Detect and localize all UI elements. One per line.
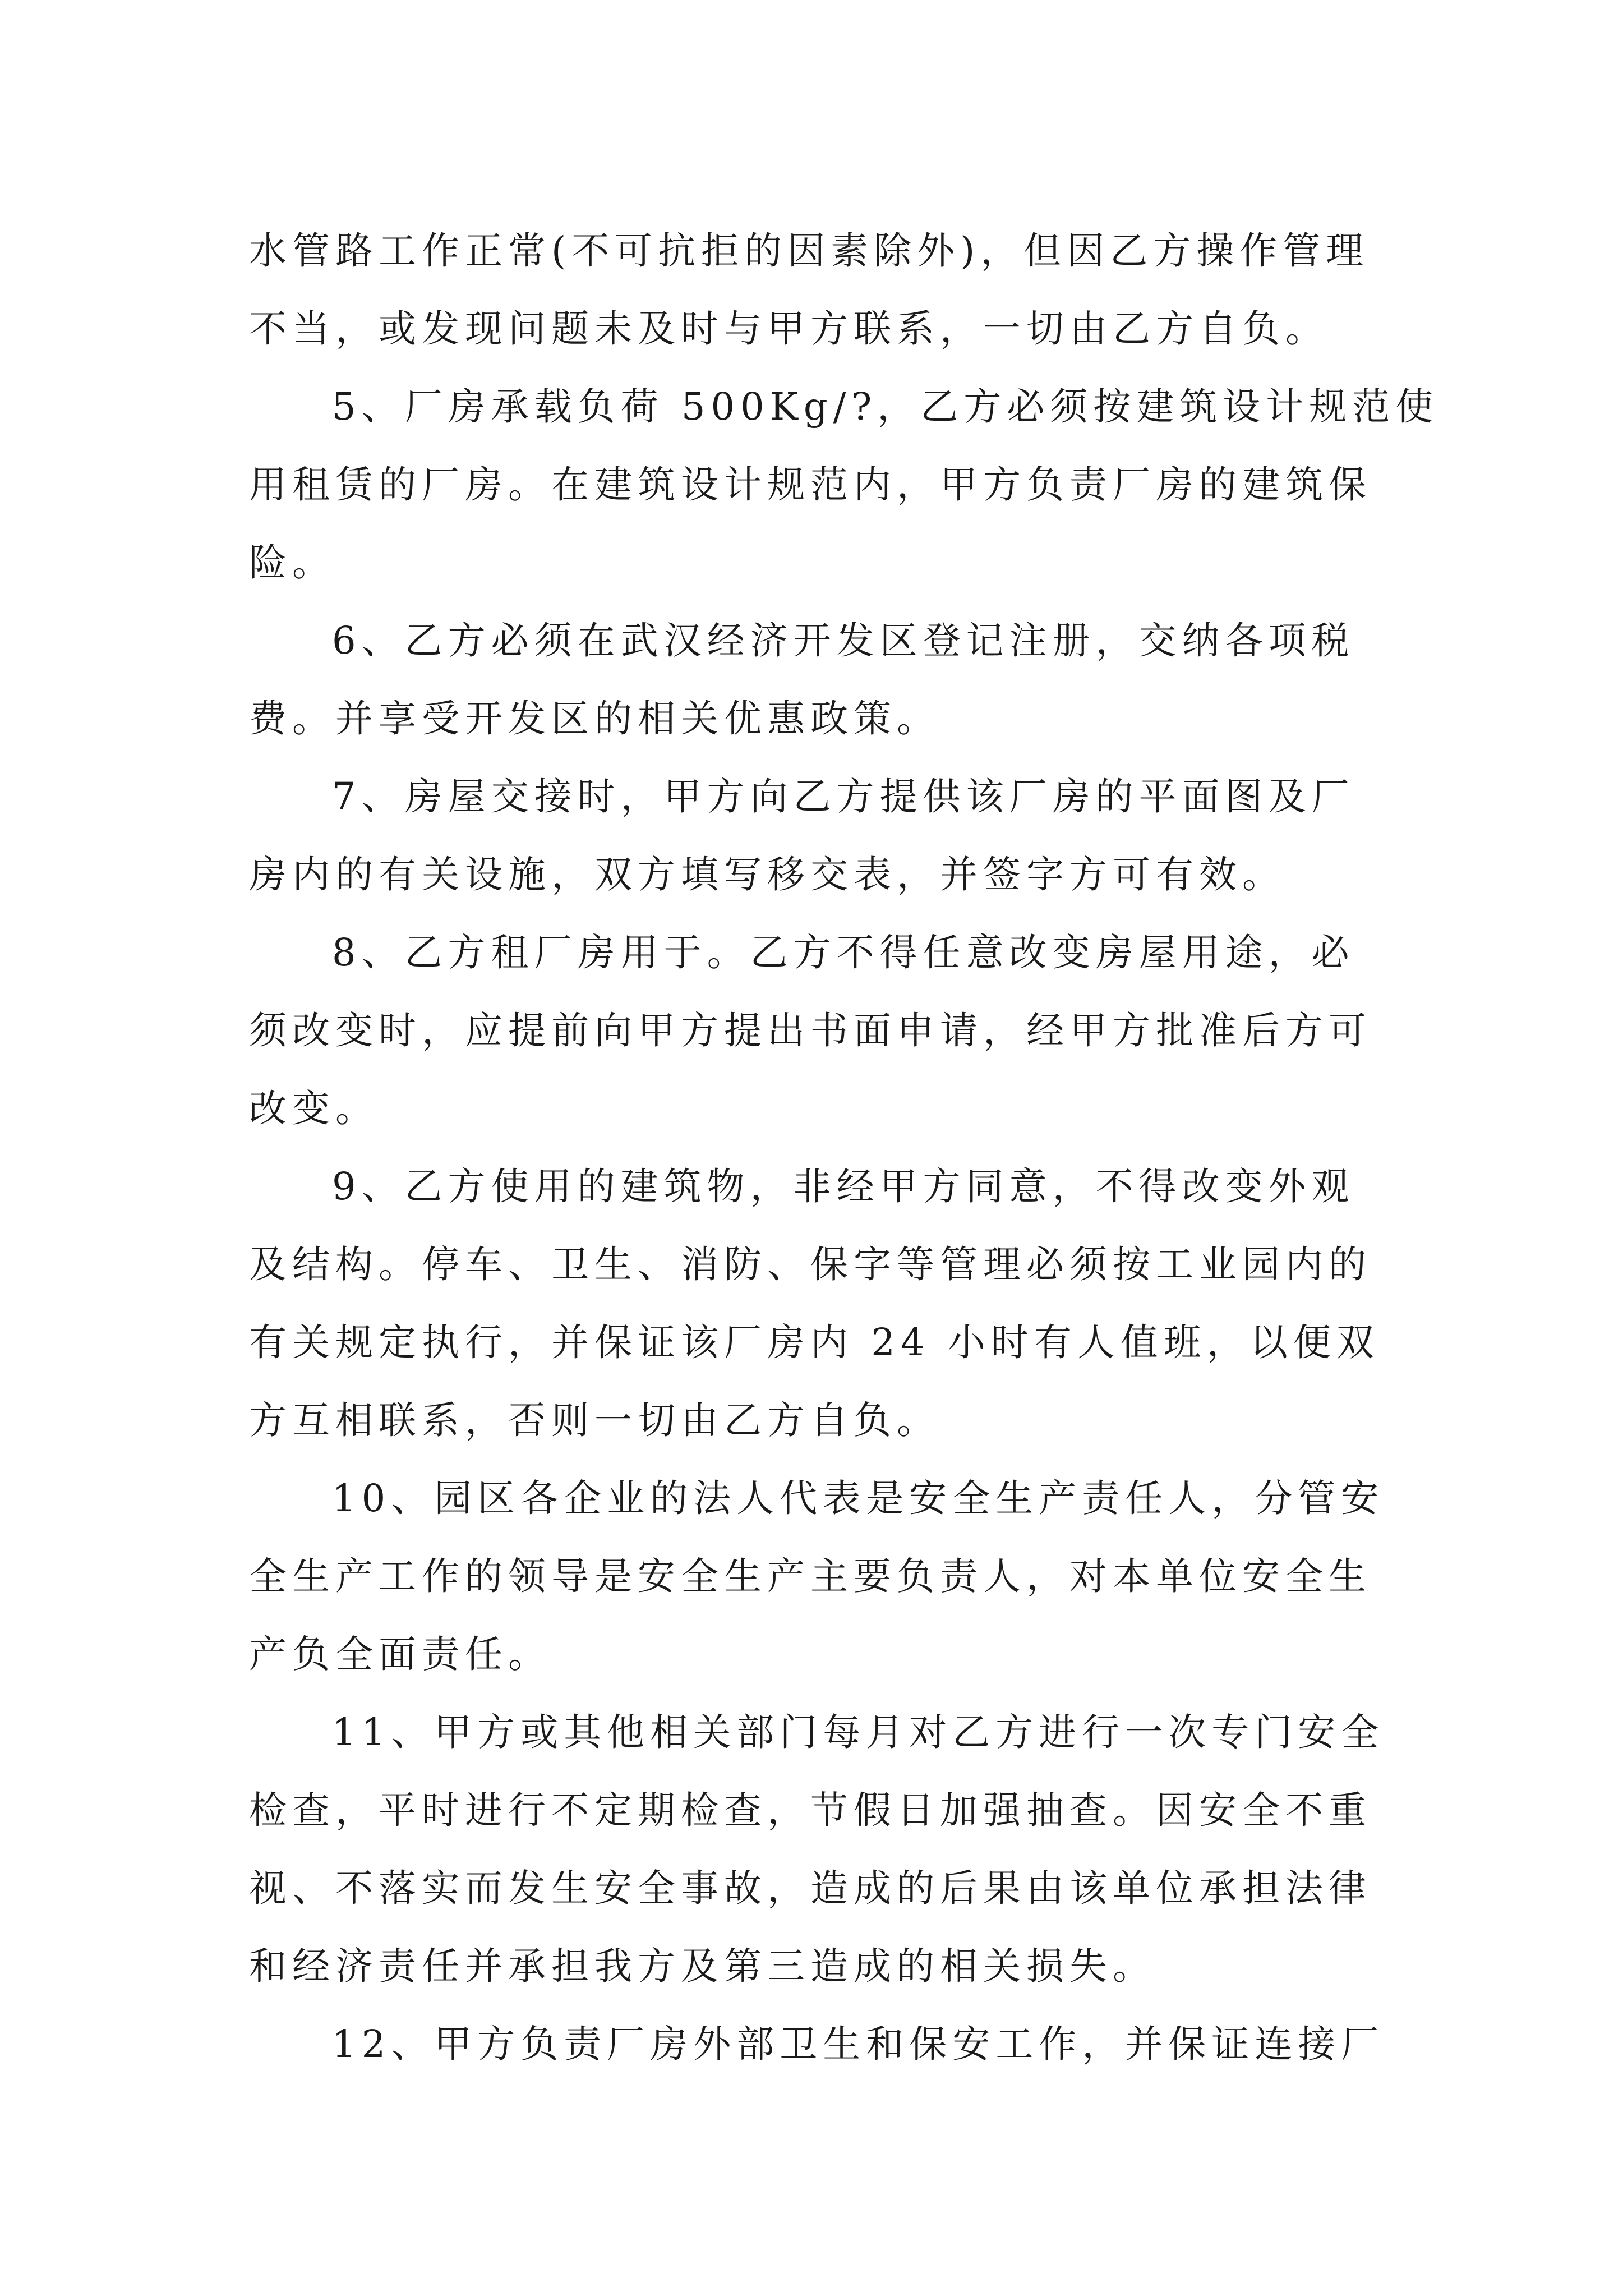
paragraph-clause-12 [249,2005,1385,2083]
paragraph-clause-5 [249,368,1439,602]
text-line: 水管路工作正常(不可抗拒的因素除外)，但因乙方操作管理 [249,229,1370,273]
text-line: 视、不落实而发生安全事故，造成的后果由该单位承担法律 [249,1866,1372,1910]
text-line: 8、乙方租厂房用于。乙方不得任意改变房屋用途，必 [332,931,1355,974]
text-line: 和经济责任并承担我方及第三造成的相关损失。 [249,1944,1156,1988]
document-body [249,212,1439,2083]
text-line: 产负全面责任。 [249,1632,551,1676]
text-line: 有关规定执行，并保证该厂房内 24 小时有人值班，以便双 [249,1320,1380,1364]
text-line: 改变。 [249,1087,379,1130]
paragraph-clause-10 [249,1460,1385,1694]
paragraph-continuation [249,212,1376,368]
paragraph-clause-9 [249,1148,1380,1460]
text-line: 费。并享受开发区的相关优惠政策。 [249,697,940,740]
text-line: 12、甲方负责厂房外部卫生和保安工作，并保证连接厂 [332,2022,1385,2066]
text-line: 用租赁的厂房。在建筑设计规范内，甲方负责厂房的建筑保 [249,463,1372,507]
paragraph-clause-7 [249,758,1376,914]
text-line: 5、厂房承载负荷 500Kg/?，乙方必须按建筑设计规范使 [332,385,1439,429]
text-line: 检查，平时进行不定期检查，节假日加强抽查。因安全不重 [249,1788,1372,1832]
paragraph-clause-6 [249,602,1376,758]
paragraph-clause-8 [249,914,1376,1148]
text-line: 须改变时，应提前向甲方提出书面申请，经甲方批准后方可 [249,1009,1372,1052]
paragraph-clause-11 [249,1694,1385,2005]
text-line: 9、乙方使用的建筑物，非经甲方同意，不得改变外观 [332,1165,1355,1208]
text-line: 11、甲方或其他相关部门每月对乙方进行一次专门安全 [332,1710,1385,1754]
text-line: 7、房屋交接时，甲方向乙方提供该厂房的平面图及厂 [332,775,1355,818]
text-line: 方互相联系，否则一切由乙方自负。 [249,1398,940,1442]
text-line: 10、园区各企业的法人代表是安全生产责任人，分管安 [332,1476,1385,1520]
text-line: 不当，或发现问题未及时与甲方联系，一切由乙方自负。 [249,307,1329,351]
text-line: 及结构。停车、卫生、消防、保字等管理必须按工业园内的 [249,1243,1372,1286]
text-line: 全生产工作的领导是安全生产主要负责人，对本单位安全生 [249,1554,1372,1598]
text-line: 6、乙方必须在武汉经济开发区登记注册，交纳各项税 [332,619,1355,662]
text-line: 险。 [249,541,335,585]
text-line: 房内的有关设施，双方填写移交表，并签字方可有效。 [249,853,1285,896]
